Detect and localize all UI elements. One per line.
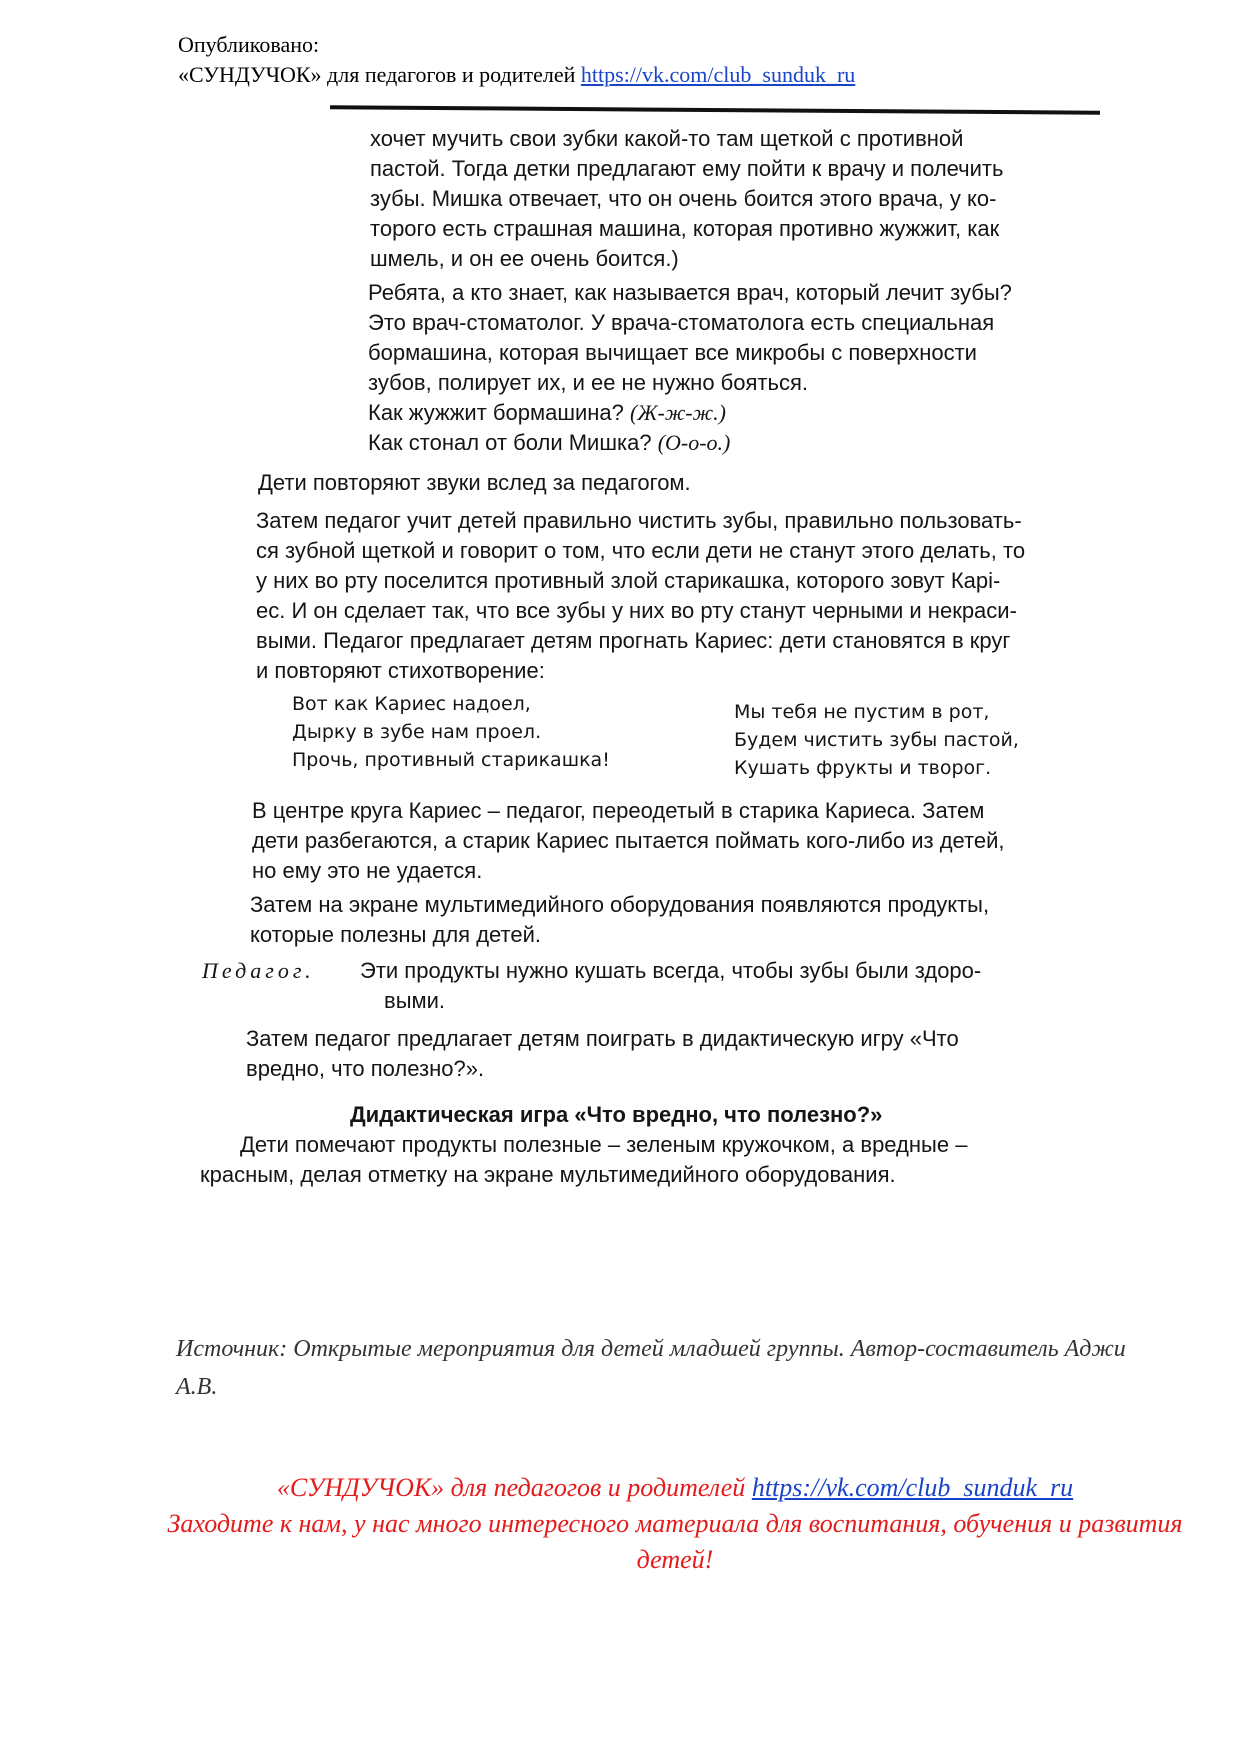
question-text: Как стонал от боли Мишка? bbox=[368, 430, 658, 455]
answer-text: (Ж-ж-ж.) bbox=[630, 400, 726, 425]
text-line: которые полезны для детей. bbox=[250, 922, 542, 947]
circle-paragraph bbox=[252, 796, 1005, 886]
answer-text: (О-о-о.) bbox=[657, 430, 731, 455]
text-line: и повторяют стихотворение: bbox=[256, 658, 545, 683]
promo-name: «СУНДУЧОК» для педагогов и родителей bbox=[276, 1473, 752, 1502]
poem-line: Прочь, противный старикашка! bbox=[292, 749, 610, 771]
poem-line: Вот как Кариес надоел, bbox=[292, 693, 531, 715]
question-text: Как жужжит бормашина? bbox=[368, 400, 631, 425]
story-paragraph bbox=[370, 124, 1003, 274]
promo-block bbox=[160, 1470, 1190, 1578]
speech-block bbox=[360, 956, 1140, 1016]
published-label: Опубликовано: bbox=[178, 32, 320, 57]
repeat-paragraph: Дети повторяют звуки вслед за педагогом. bbox=[258, 470, 691, 495]
poem-right-column bbox=[734, 698, 1019, 782]
text-line: бормашина, которая вычищает все микробы с поверхности bbox=[368, 340, 977, 365]
text-line: зубы. Мишка отвечает, что он очень боится этого врача, у ко- bbox=[370, 186, 997, 211]
text-line: пастой. Тогда детки предлагают ему пойти к врачу и полечить bbox=[370, 156, 1004, 181]
question-drill bbox=[368, 398, 1012, 428]
text-line: Это врач-стоматолог. У врача-стоматолога есть специальная bbox=[368, 310, 995, 335]
text-line: Ребята, а кто знает, как называется врач, который лечит зубы? bbox=[368, 280, 1012, 305]
text-line: вредно, что полезно?». bbox=[246, 1056, 485, 1081]
text-line: зубов, полирует их, и ее не нужно бояться. bbox=[368, 370, 808, 395]
teach-paragraph bbox=[256, 506, 1025, 686]
text-line: В центре круга Кариес – педагог, переодетый в старика Кариеса. Затем bbox=[252, 798, 985, 823]
text-line: торого есть страшная машина, которая противно жужжит, как bbox=[370, 216, 1000, 241]
promo-link[interactable]: https://vk.com/club_sunduk_ru bbox=[751, 1473, 1074, 1502]
poem-left-column bbox=[292, 690, 610, 774]
text-line: Затем на экране мультимедийного оборудования появляются продукты, bbox=[250, 892, 990, 917]
poem-line: Дырку в зубе нам проел. bbox=[292, 721, 542, 743]
text-line: Эти продукты нужно кушать всегда, чтобы зубы были здоро- bbox=[360, 958, 982, 983]
question-bear bbox=[368, 428, 1012, 458]
mark-paragraph bbox=[200, 1130, 967, 1190]
text-line: шмель, и он ее очень боится.) bbox=[370, 246, 679, 271]
teacher-speech bbox=[202, 956, 982, 1013]
question-paragraph bbox=[368, 278, 1012, 458]
text-line: красным, делая отметку на экране мультимедийного оборудования. bbox=[200, 1162, 896, 1187]
text-line: ся зубной щеткой и говорит о том, что если дети не станут этого делать, то bbox=[256, 538, 1026, 563]
publisher-link[interactable]: https://vk.com/club_sunduk_ru bbox=[580, 62, 856, 87]
publisher-name: «СУНДУЧОК» для педагогов и родителей bbox=[178, 62, 581, 87]
poem-line: Кушать фрукты и творог. bbox=[734, 757, 992, 779]
promo-invite: Заходите к нам, у нас много интересного материала для воспитания, обучения и развития детей! bbox=[167, 1509, 1183, 1574]
text-line: у них во рту поселится противный злой старикашка, которого зовут Карі- bbox=[256, 568, 1001, 593]
game-paragraph bbox=[246, 1024, 959, 1084]
text-line: Затем педагог предлагает детям поиграть в дидактическую игру «Что bbox=[246, 1026, 959, 1051]
speaker-label: Педагог. bbox=[202, 958, 315, 983]
screen-paragraph bbox=[250, 890, 989, 950]
text-line: хочет мучить свои зубки какой-то там щеткой с противной bbox=[370, 126, 964, 151]
text-line: Затем педагог учит детей правильно чистить зубы, правильно пользовать- bbox=[256, 508, 1022, 533]
text-line: но ему это не удается. bbox=[252, 858, 483, 883]
text-line: дети разбегаются, а старик Кариес пытается поймать кого-либо из детей, bbox=[252, 828, 1005, 853]
text-line: выми. bbox=[384, 988, 446, 1013]
text-line: выми. Педагог предлагает детям прогнать Кариес: дети становятся в круг bbox=[256, 628, 1011, 653]
poem-line: Мы тебя не пустим в рот, bbox=[734, 701, 990, 723]
game-title: Дидактическая игра «Что вредно, что полезно?» bbox=[350, 1102, 883, 1127]
source-citation: Источник: Открытые мероприятия для детей младшей группы. Автор-составитель Аджи А.В. bbox=[176, 1336, 1126, 1400]
text-line: ес. И он сделает так, что все зубы у них во рту станут черными и некраси- bbox=[256, 598, 1017, 623]
promo-line bbox=[160, 1470, 1190, 1506]
poem-line: Будем чистить зубы пастой, bbox=[734, 729, 1019, 751]
text-line: Дети помечают продукты полезные – зеленым кружочком, а вредные – bbox=[240, 1132, 968, 1157]
